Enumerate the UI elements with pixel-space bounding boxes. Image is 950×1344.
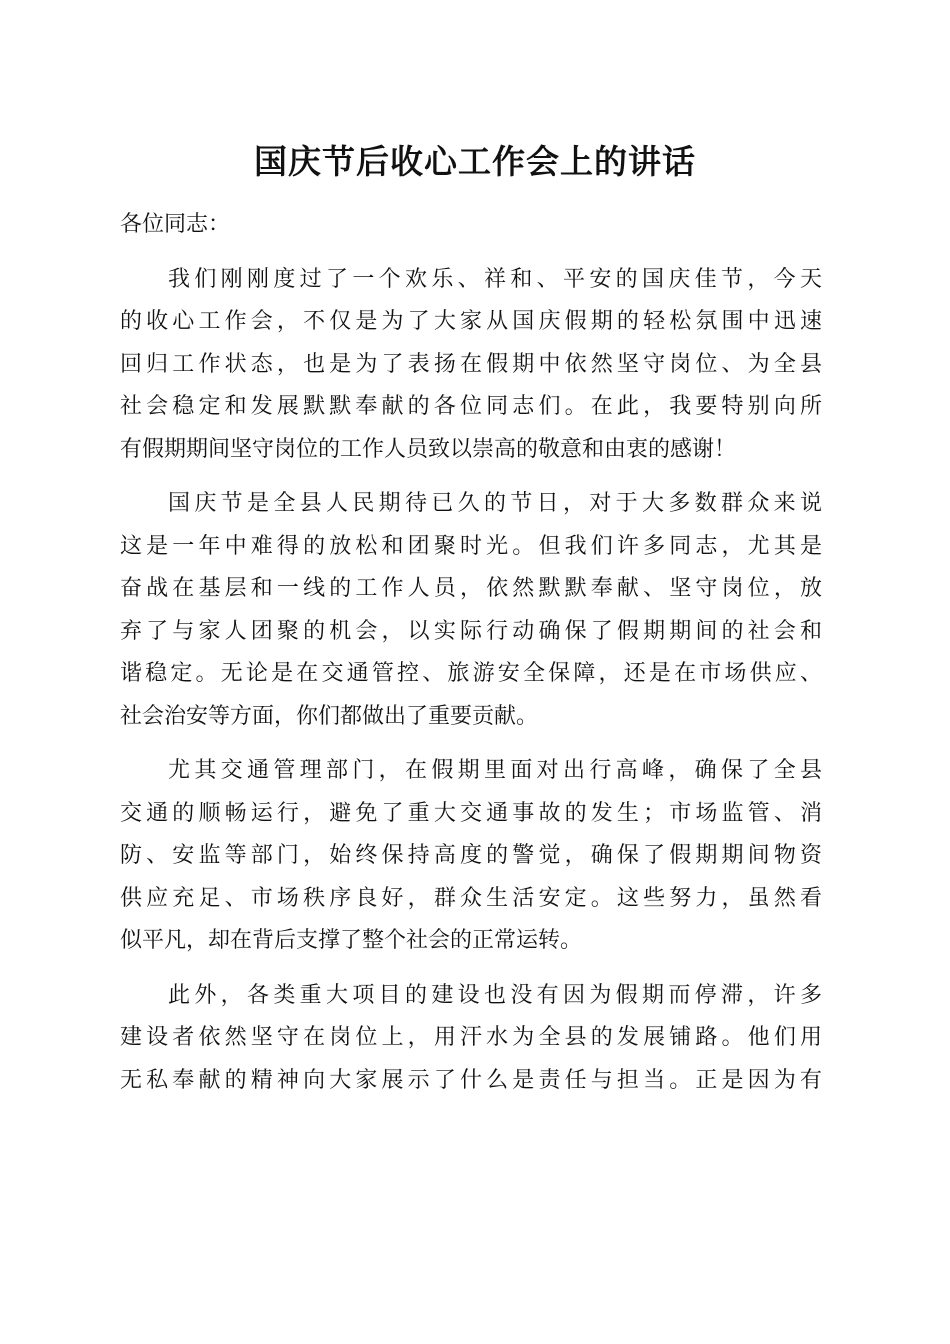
text-line: 交通的顺畅运行，避免了重大交通事故的发生；市场监管、消 xyxy=(120,800,822,826)
text-line: 社会稳定和发展默默奉献的各位同志们。在此，我要特别向所 xyxy=(120,394,822,419)
paragraph xyxy=(120,259,822,472)
text-line: 尤其交通管理部门，在假期里面对出行高峰，确保了全县 xyxy=(168,758,822,783)
text-line: 奋战在基层和一线的工作人员，依然默默奉献、坚守岗位，放 xyxy=(120,576,822,601)
paragraph xyxy=(120,750,822,963)
paragraph xyxy=(120,483,822,738)
text-line: 社会治安等方面，你们都做出了重要贡献。 xyxy=(120,703,539,729)
text-line: 的收心工作会，不仅是为了大家从国庆假期的轻松氛围中迅速 xyxy=(120,309,822,334)
text-line: 供应充足、市场秩序良好，群众生活安定。这些努力，虽然看 xyxy=(120,885,822,911)
text-line: 建设者依然坚守在岗位上，用汗水为全县的发展铺路。他们用 xyxy=(120,1025,822,1050)
salutation: 各位同志： xyxy=(120,212,231,237)
document-title: 国庆节后收心工作会上的讲话 xyxy=(254,142,696,181)
text-line: 此外，各类重大项目的建设也没有因为假期而停滞，许多 xyxy=(168,982,822,1008)
text-line: 防、安监等部门，始终保持高度的警觉，确保了假期期间物资 xyxy=(120,843,822,868)
text-line: 这是一年中难得的放松和团聚时光。但我们许多同志，尤其是 xyxy=(120,533,822,559)
text-line: 谐稳定。无论是在交通管控、旅游安全保障，还是在市场供应、 xyxy=(120,661,822,686)
text-line: 似平凡，却在背后支撑了整个社会的正常运转。 xyxy=(120,928,583,953)
text-line: 我们刚刚度过了一个欢乐、祥和、平安的国庆佳节，今天 xyxy=(168,266,822,292)
text-line: 无私奉献的精神向大家展示了什么是责任与担当。正是因为有 xyxy=(120,1067,822,1093)
text-line: 弃了与家人团聚的机会，以实际行动确保了假期期间的社会和 xyxy=(120,618,822,644)
document-body xyxy=(120,204,822,1114)
paragraph xyxy=(120,975,822,1103)
text-line: 国庆节是全县人民期待已久的节日，对于大多数群众来说 xyxy=(168,491,822,516)
text-line: 有假期期间坚守岗位的工作人员致以崇高的敬意和由衷的感谢！ xyxy=(120,436,737,462)
text-line: 回归工作状态，也是为了表扬在假期中依然坚守岗位、为全县 xyxy=(120,351,822,377)
